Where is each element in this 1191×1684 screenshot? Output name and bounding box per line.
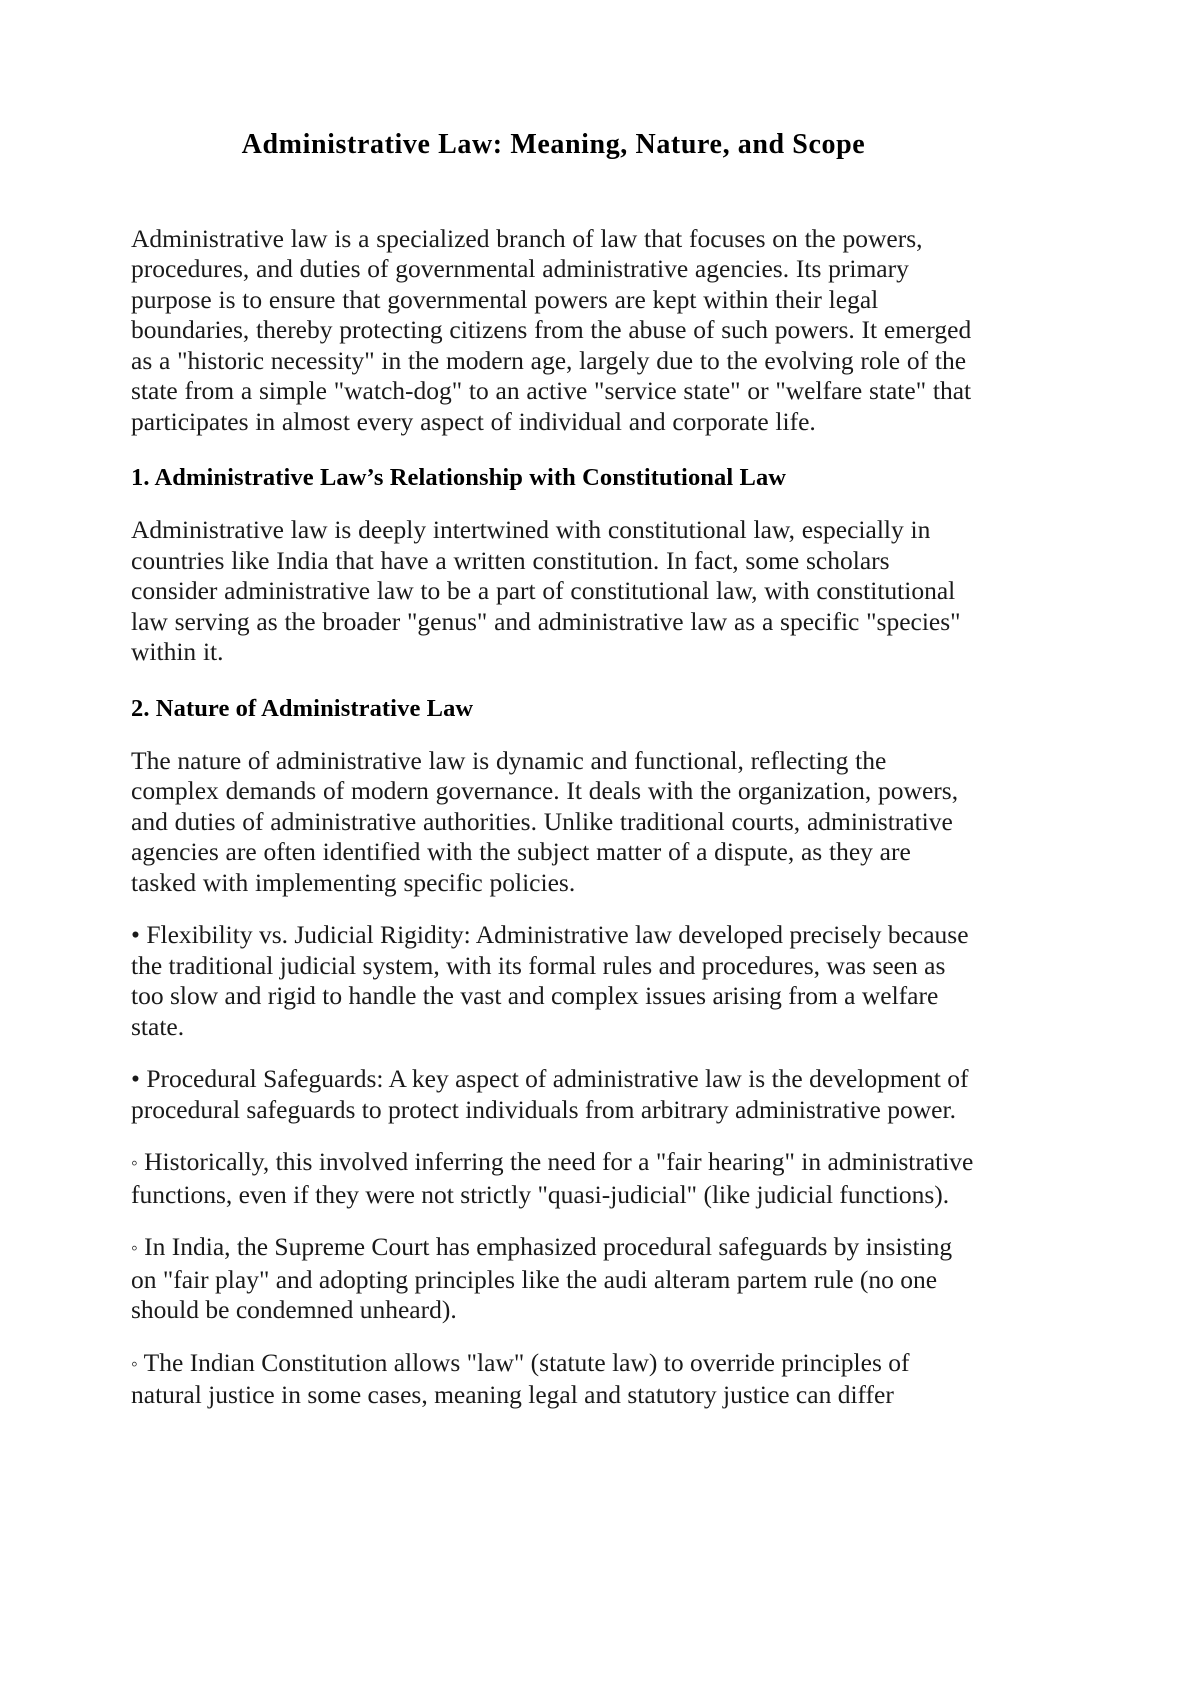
bullet-marker-icon: • <box>131 920 140 950</box>
document-content <box>131 0 976 1411</box>
list-item <box>131 1232 976 1326</box>
list-item-text: The Indian Constitution allows "law" (statute law) to override principles of natural justice in some cases, meaning legal and statutory justice can differ <box>131 1347 910 1410</box>
section-heading-1: 1. Administrative Law’s Relationship with Constitutional Law <box>131 464 787 492</box>
paragraph-nature: The nature of administrative law is dynamic and functional, reflecting the complex demands of modern governance. It deals with the organization, powers, and duties of administrative authorities. Unlike traditional courts, administrative agencies are often identified with the subject matter of a dispute, as they are tasked with implementing specific policies. <box>131 745 959 897</box>
list-item <box>131 920 976 1042</box>
list-item-text: Flexibility vs. Judicial Rigidity: Administrative law developed precisely because the traditional judicial system, with its formal rules and procedures, was seen as too slow and rigid to handle the vast and complex issues arising from a welfare state. <box>131 920 969 1041</box>
hollow-bullet-marker-icon: ◦ <box>131 1238 138 1260</box>
list-item-text: Historically, this involved inferring the need for a "fair hearing" in administrative functions, even if they were not strictly "quasi-judicial" (like judicial functions). <box>131 1147 974 1209</box>
hollow-bullet-marker-icon: ◦ <box>131 1153 138 1175</box>
list-item <box>131 1064 976 1125</box>
list-item <box>131 1147 976 1210</box>
paragraph-intro: Administrative law is a specialized branch of law that focuses on the powers, procedures, and duties of governmental administrative agencies. Its primary purpose is to ensure that governmental powers are kept within their legal boundaries, thereby protecting citizens from the abuse of such powers. It emerged as a "historic necessity" in the modern age, largely due to the evolving role of the state from a simple "watch-dog" to an active "service state" or "welfare state" that participates in almost every aspect of individual and corporate life. <box>131 223 972 436</box>
page-title: Administrative Law: Meaning, Nature, and Scope <box>241 129 866 160</box>
hollow-bullet-marker-icon: ◦ <box>131 1353 138 1375</box>
section-heading-2: 2. Nature of Administrative Law <box>131 694 474 722</box>
list-item <box>131 1348 976 1411</box>
list-item-text: Procedural Safeguards: A key aspect of administrative law is the development of procedural safeguards to protect individuals from arbitrary administrative power. <box>131 1064 969 1124</box>
bullet-marker-icon: • <box>131 1064 140 1094</box>
list-item-text: In India, the Supreme Court has emphasized procedural safeguards by insisting on "fair play" and adopting principles like the audi alteram partem rule (no one should be condemned unheard). <box>131 1232 953 1325</box>
paragraph-constitutional-law: Administrative law is deeply intertwined with constitutional law, especially in countries like India that have a written constitution. In fact, some scholars consider administrative law to be a part of constitutional law, with constitutional law serving as the broader "genus" and administrative law as a specific "species" within it. <box>131 515 961 667</box>
